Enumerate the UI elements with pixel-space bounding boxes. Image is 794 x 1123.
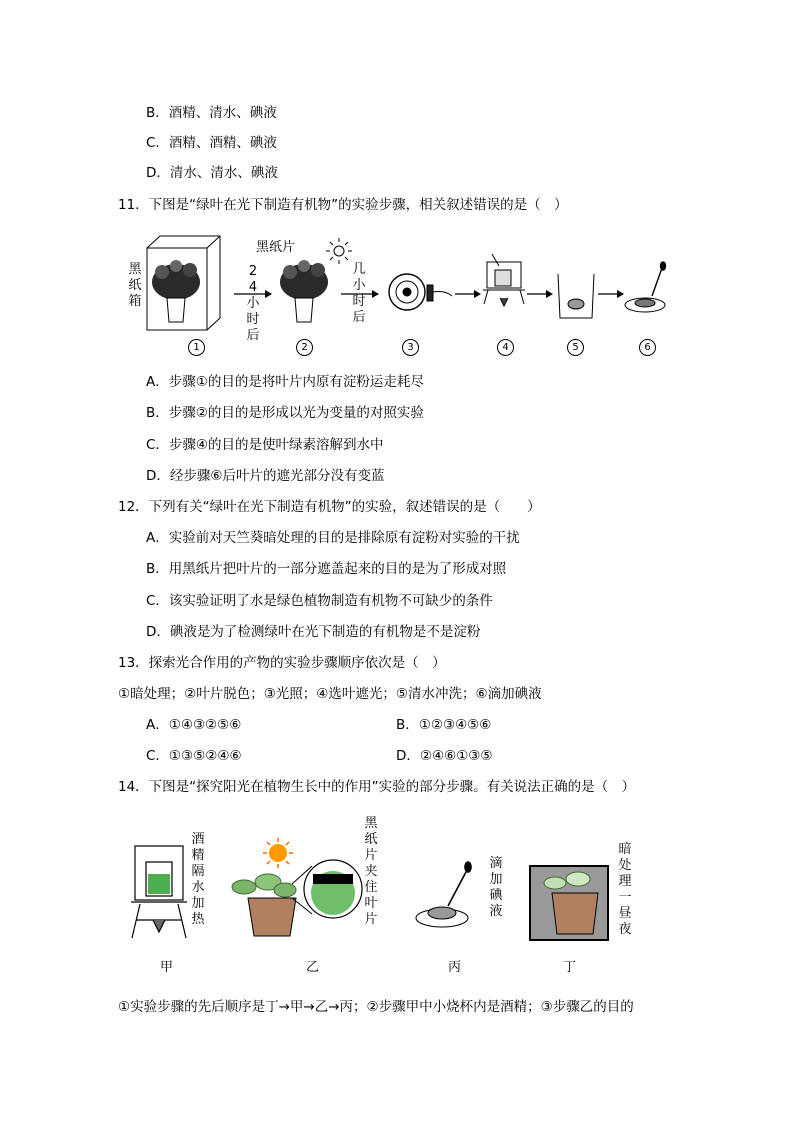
step-label-4: 4 [497, 339, 514, 356]
label-24-hours: 24小时后 [246, 264, 260, 343]
fig-label-jia: 甲 [160, 960, 174, 975]
step-label-2: 2 [296, 339, 313, 356]
label-few-hours: 几小时后 [352, 262, 366, 325]
step-label-5: 5 [567, 339, 584, 356]
q13-option-a: A．①④③②⑤⑥ [146, 717, 242, 733]
q14-statements: ①实验步骤的先后顺序是丁→甲→乙→丙；②步骤甲中小烧杯内是酒精；③步骤乙的目的 [118, 999, 634, 1015]
q11-stem: 11．下图是“绿叶在光下制造有机物”的实验步骤，相关叙述错误的是（ ） [118, 197, 568, 213]
label-alcohol-heating: 酒精隔水加热 [191, 832, 205, 927]
q13-step-list: ①暗处理；②叶片脱色；③光照；④选叶遮光；⑤清水冲洗；⑥滴加碘液 [118, 686, 542, 702]
sun-icon [263, 838, 293, 868]
label-black-paper: 黑纸片 [256, 240, 296, 255]
step-label-3: 3 [402, 339, 419, 356]
label-iodine: 滴加碘液 [489, 856, 503, 919]
q12-option-d: D．碘液是为了检测绿叶在光下制造的有机物是不是淀粉 [146, 624, 481, 640]
q11-option-a: A．步骤①的目的是将叶片内原有淀粉运走耗尽 [146, 374, 424, 390]
q11-option-b: B．步骤②的目的是形成以光为变量的对照实验 [146, 405, 424, 421]
q12-option-a: A．实验前对天竺葵暗处理的目的是排除原有淀粉对实验的干扰 [146, 530, 520, 546]
step-label-1: 1 [188, 339, 205, 356]
q11-option-c: C．步骤④的目的是使叶绿素溶解到水中 [146, 437, 384, 453]
dark-box-icon [530, 866, 608, 940]
label-black-paper-clip: 黑纸片夹住叶片 [364, 816, 378, 927]
q10-option-d: D．清水、清水、碘液 [146, 165, 278, 181]
petri-dish-icon [416, 907, 468, 927]
q12-option-b: B．用黑纸片把叶片的一部分遮盖起来的目的是为了形成对照 [146, 561, 507, 577]
q13-option-c: C．①③⑤②④⑥ [146, 748, 242, 764]
water-bath-icon [131, 846, 187, 938]
leaf-icon [304, 860, 362, 918]
fig-label-bing: 丙 [448, 960, 462, 975]
q12-option-c: C．该实验证明了水是绿色植物制造有机物不可缺少的条件 [146, 593, 493, 609]
label-black-box: 黑纸箱 [128, 262, 142, 309]
q13-option-b: B．①②③④⑤⑥ [396, 717, 492, 733]
q14-stem: 14．下图是“探究阳光在植物生长中的作用”实验的部分步骤。有关说法正确的是（ ） [118, 779, 636, 795]
q10-option-c: C．酒精、酒精、碘液 [146, 135, 277, 151]
q12-stem: 12．下列有关“绿叶在光下制造有机物”的实验，叙述错误的是（ ） [118, 499, 541, 515]
label-dark-treatment: 暗处理一昼夜 [618, 842, 632, 937]
q13-option-d: D．②④⑥①③⑤ [396, 748, 493, 764]
step-label-6: 6 [639, 339, 656, 356]
q11-option-d: D．经步骤⑥后叶片的遮光部分没有变蓝 [146, 468, 385, 484]
potted-plant-icon [232, 874, 296, 936]
q13-stem: 13．探索光合作用的产物的实验步骤顺序依次是（ ） [118, 655, 446, 671]
q10-option-b: B．酒精、清水、碘液 [146, 105, 277, 121]
fig-label-ding: 丁 [563, 960, 577, 975]
fig-label-yi: 乙 [306, 960, 320, 975]
dropper-icon [448, 862, 471, 906]
